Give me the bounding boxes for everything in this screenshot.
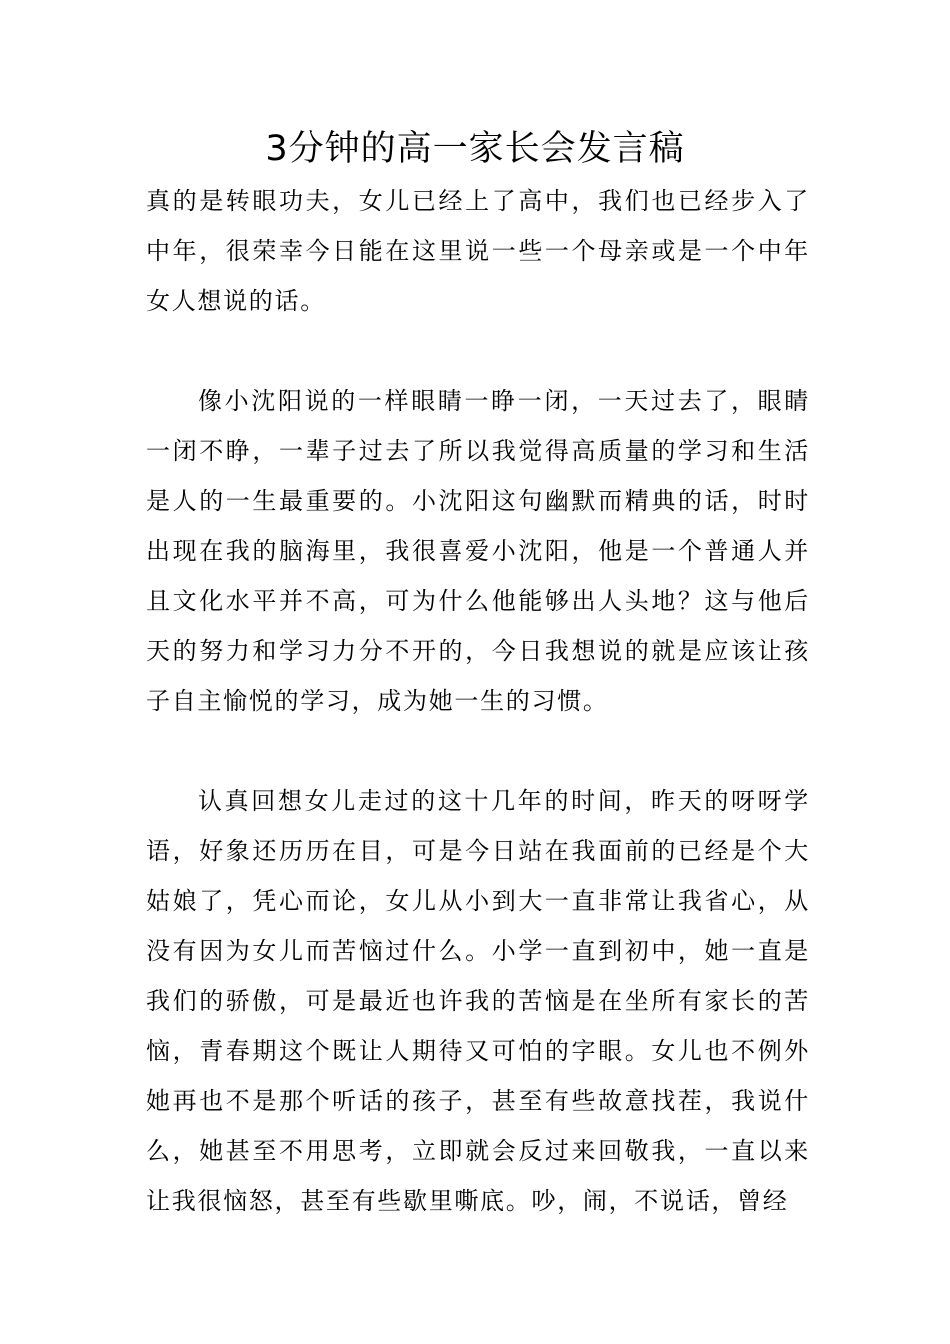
paragraph-2: 像小沈阳说的一样眼睛一睁一闭，一天过去了，眼睛一闭不睁，一辈子过去了所以我觉得高质量的学习和生活是人的一生最重要的。小沈阳这句幽默而精典的话，时时出现在我的脑海里，我很喜爱小沈阳，他是一个普通人并且文化水平并不高，可为什么他能够出人头地？这与他后天的努力和学习力分不开的，今日我想说的就是应该让孩子自主愉悦的学习，成为她一生的习惯。 xyxy=(146,387,810,715)
paragraph-3: 认真回想女儿走过的这十几年的时间，昨天的呀呀学语，好象还历历在目，可是今日站在我面前的已经是个大姑娘了，凭心而论，女儿从小到大一直非常让我省心，从没有因为女儿而苦恼过什么。小学一直到初中，她一直是我们的骄傲，可是最近也许我的苦恼是在坐所有家长的苦恼，青春期这个既让人期待又可怕的字眼。女儿也不例外她再也不是那个听话的孩子，甚至有些故意找茬，我说什么，她甚至不用思考，立即就会反过来回敬我，一直以来让我很恼怒，甚至有些歇里嘶底。吵，闹，不说话，曾经 xyxy=(146,787,810,1215)
document-title: 3分钟的高一家长会发言稿 xyxy=(265,129,685,169)
document-body xyxy=(146,176,810,1226)
paragraph-1: 真的是转眼功夫，女儿已经上了高中，我们也已经步入了中年，很荣幸今日能在这里说一些一个母亲或是一个中年女人想说的话。 xyxy=(146,187,810,315)
